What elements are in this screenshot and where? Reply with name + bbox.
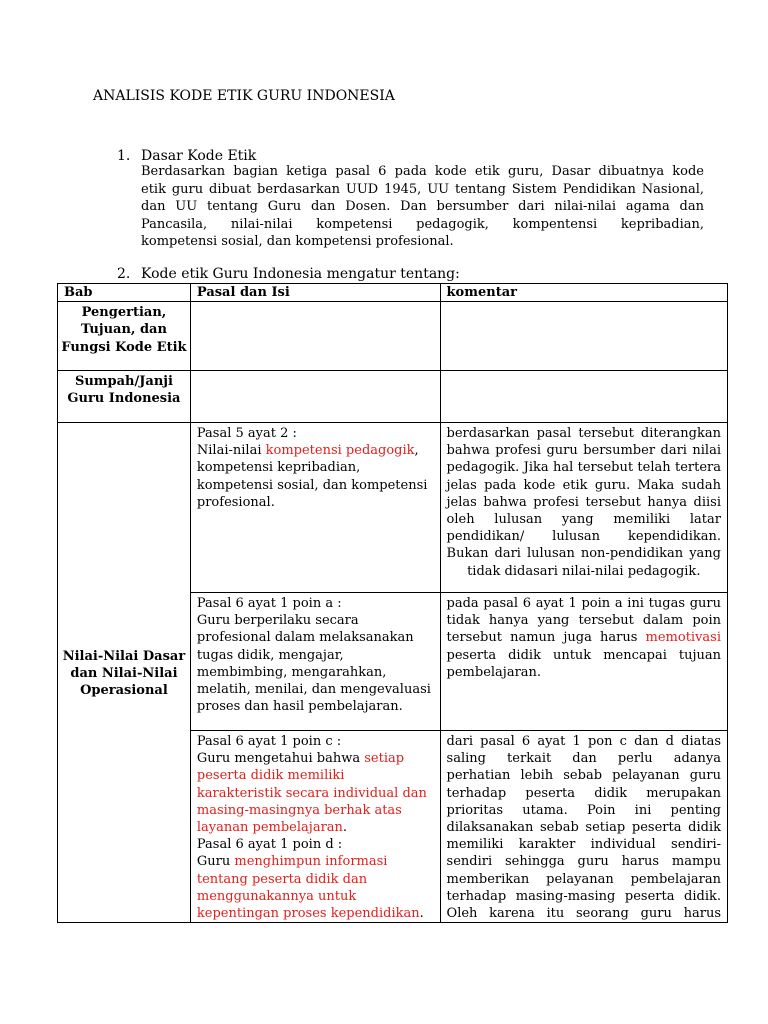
pasal-cell xyxy=(190,302,440,371)
komentar-line: tidak didasari nilai-nilai pedagogik. xyxy=(467,563,701,579)
section-1-paragraph xyxy=(141,163,704,251)
isi-line: profesional dalam melaksanakan xyxy=(196,630,414,646)
komentar-cell xyxy=(440,302,727,371)
isi-text: Guru xyxy=(196,854,235,870)
komentar-line: dari pasal 6 ayat 1 pon c dan d diatas xyxy=(446,734,721,749)
pasal-label: Pasal 6 ayat 1 poin c : xyxy=(196,734,342,749)
bab-cell xyxy=(58,423,191,923)
isi-line: peserta didik memiliki xyxy=(196,768,345,784)
pasal-cell xyxy=(190,593,440,731)
isi-highlight: menghimpun informasi xyxy=(234,854,388,870)
bab-cell xyxy=(58,302,191,371)
header-komentar: komentar xyxy=(440,284,727,302)
komentar-line: pada pasal 6 ayat 1 poin a ini tugas guru xyxy=(446,596,721,611)
isi-line: profesional. xyxy=(196,494,275,510)
pasal-label: Pasal 5 ayat 2 : xyxy=(196,426,297,441)
komentar-line: memberikan pelayanan pembelajaran xyxy=(446,871,721,887)
section-2-number: 2. xyxy=(117,266,131,282)
komentar-line xyxy=(447,629,721,646)
isi-highlight: layanan pembelajaran xyxy=(196,820,343,836)
komentar-line: memiliki karakter individual sendiri- xyxy=(446,837,721,853)
header-bab: Bab xyxy=(58,284,191,302)
isi-line: kompetensi kepribadian, xyxy=(196,460,361,476)
isi-line: Guru berperilaku secara xyxy=(196,613,359,629)
komentar-line: pembelajaran. xyxy=(446,664,542,680)
header-pasal: Pasal dan Isi xyxy=(190,284,440,302)
isi-highlight: kepentingan proses kependidikan xyxy=(196,906,420,922)
komentar-cell xyxy=(440,371,727,423)
paragraph-line: kompetensi sosial, dan kompetensi profesional. xyxy=(141,234,454,250)
bab-line: Nilai-Nilai Dasar xyxy=(62,648,186,664)
komentar-line: pedagogik. Jika hal tersebut telah tertera xyxy=(446,460,721,476)
pasal-cell xyxy=(190,731,440,923)
komentar-line: Bukan dari lulusan non-pendidikan yang xyxy=(446,546,721,562)
komentar-line: terhadap masing-masing peserta didik. xyxy=(446,888,721,904)
bab-line: Guru Indonesia xyxy=(67,391,181,407)
section-1-title: Dasar Kode Etik xyxy=(141,148,257,164)
bab-line: Tujuan, dan xyxy=(80,322,167,338)
komentar-line: jelas bahwa profesi tersebut hanya diisi xyxy=(446,494,721,510)
komentar-line: tidak hanya yang tersebut dalam poin xyxy=(446,613,721,629)
table-row xyxy=(58,423,728,593)
document-title: ANALISIS KODE ETIK GURU INDONESIA xyxy=(93,88,395,104)
komentar-cell xyxy=(440,731,727,923)
komentar-line: terhadap peserta didik merupakan xyxy=(446,785,721,801)
isi-line: melatih, menilai, dan mengevaluasi xyxy=(196,682,431,698)
komentar-line: jelas pada kode etik guru. Maka sudah xyxy=(446,477,721,493)
table-row xyxy=(58,302,728,371)
isi-line xyxy=(197,853,434,870)
isi-line xyxy=(197,442,434,459)
bab-line: Fungsi Kode Etik xyxy=(61,339,187,355)
pasal-label: Pasal 6 ayat 1 poin a : xyxy=(196,596,342,611)
section-2-title: Kode etik Guru Indonesia mengatur tentang: xyxy=(141,266,460,282)
komentar-line: bahwa profesi guru bersumber dari nilai xyxy=(446,443,721,459)
bab-line: dan Nilai-Nilai xyxy=(70,665,178,681)
komentar-line: dilaksanakan sebab setiap peserta didik xyxy=(446,820,721,836)
komentar-cell xyxy=(440,423,727,593)
isi-line: menggunakannya untuk xyxy=(196,888,357,904)
pasal-cell xyxy=(190,423,440,593)
bab-line: Operasional xyxy=(80,683,168,699)
isi-text: . xyxy=(419,906,424,922)
isi-line xyxy=(197,750,434,767)
isi-line: masing-masingnya berhak atas xyxy=(196,802,402,818)
isi-line xyxy=(197,905,434,922)
bab-line: Sumpah/Janji xyxy=(74,374,173,389)
table-row xyxy=(58,371,728,423)
komentar-text: tersebut namun juga harus xyxy=(446,630,646,646)
isi-text: , xyxy=(414,443,419,459)
kode-etik-table xyxy=(57,283,728,923)
komentar-line: saling terkait dan perlu adanya xyxy=(446,751,721,767)
komentar-line: berdasarkan pasal tersebut diterangkan xyxy=(446,426,721,441)
isi-line: kompetensi sosial, dan kompetensi xyxy=(196,477,428,493)
isi-line: membimbing, mengarahkan, xyxy=(196,664,387,680)
paragraph-line: etik guru dibuat berdasarkan UUD 1945, UU tentang Sistem Pendidikan Nasional, xyxy=(141,181,704,197)
bab-line: Pengertian, xyxy=(81,305,167,320)
bab-cell xyxy=(58,371,191,423)
komentar-line: pendidikan/ lulusan kependidikan. xyxy=(446,529,721,545)
pasal-cell xyxy=(190,371,440,423)
komentar-line: perhatian lebih sebab pelayanan guru xyxy=(446,768,721,784)
section-1-number: 1. xyxy=(117,148,131,164)
isi-text: Nilai-nilai xyxy=(196,443,266,459)
komentar-highlight: memotivasi xyxy=(645,630,721,646)
table-header-row xyxy=(58,284,728,302)
pasal-label: Pasal 6 ayat 1 poin d : xyxy=(196,837,343,853)
isi-line: proses dan hasil pembelajaran. xyxy=(196,699,403,715)
komentar-cell xyxy=(440,593,727,731)
isi-line: tentang peserta didik dan xyxy=(196,871,368,887)
isi-line: tugas didik, mengajar, xyxy=(196,647,344,663)
paragraph-line: dan UU tentang Guru dan Dosen. Dan bersumber dari nilai-nilai agama dan xyxy=(141,199,704,215)
isi-highlight: setiap xyxy=(364,751,405,767)
komentar-line: oleh lulusan yang memiliki latar xyxy=(446,512,721,528)
isi-highlight: kompetensi pedagogik xyxy=(265,443,415,459)
komentar-line: sendiri sehingga guru harus mampu xyxy=(446,854,721,870)
komentar-line: prioritas utama. Poin ini penting xyxy=(446,802,721,818)
komentar-line: peserta didik untuk mencapai tujuan xyxy=(446,647,721,663)
paragraph-line: Pancasila, nilai-nilai kompetensi pedagogik, kompentensi kepribadian, xyxy=(141,216,704,232)
isi-line xyxy=(197,819,434,836)
isi-text: Guru mengetahui bahwa xyxy=(196,751,365,767)
komentar-line: Oleh karena itu seorang guru harus xyxy=(446,906,721,922)
isi-line: karakteristik secara individual dan xyxy=(196,785,427,801)
paragraph-line: Berdasarkan bagian ketiga pasal 6 pada kode etik guru, Dasar dibuatnya kode xyxy=(141,164,704,179)
isi-text: . xyxy=(342,820,348,836)
